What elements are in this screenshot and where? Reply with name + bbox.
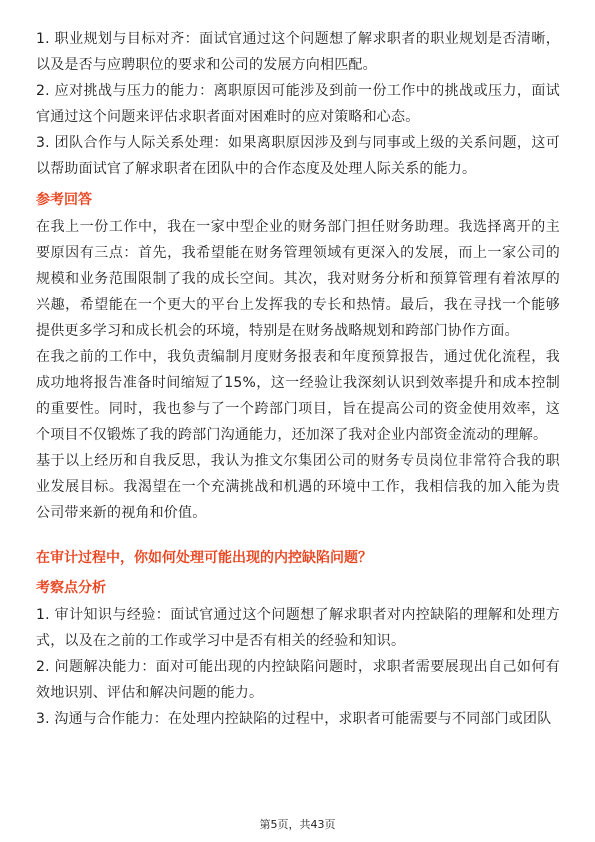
page-number-footer: 第5页，共43页 — [259, 818, 336, 831]
list-item: 3. 团队合作与人际关系处理：如果离职原因涉及到与同事或上级的关系问题，这可以帮助面试官了解求职者在团队中的合作态度及处理人际关系的能力。 — [36, 135, 560, 177]
list-item: 3. 沟通与合作能力：在处理内控缺陷的过程中，求职者可能需要与不同部门或团队 — [36, 711, 552, 727]
question-title: 在审计过程中，你如何处理可能出现的内控缺陷问题？ — [36, 550, 372, 566]
reference-answer-heading: 参考回答 — [36, 192, 92, 208]
reference-answer-body — [36, 214, 560, 526]
list-item: 2. 问题解决能力：面对可能出现的内控缺陷问题时，求职者需要展现出自己如何有效地识别、评估和解决问题的能力。 — [36, 659, 560, 701]
answer-paragraph: 在我上一份工作中，我在一家中型企业的财务部门担任财务助理。我选择离开的主要原因有三点：首先，我希望能在财务管理领域有更深入的发展，而上一家公司的规模和业务范围限制了我的成长空间。其次，我对财务分析和预算管理有着浓厚的兴趣，希望能在一个更大的平台上发挥我的专长和热情。最后，我在寻找一个能够提供更多学习和成长机会的环境，特别是在财务战略规划和跨部门协作方面。 — [36, 219, 560, 339]
answer-paragraph: 基于以上经历和自我反思，我认为推文尔集团公司的财务专员岗位非常符合我的职业发展目标。我渴望在一个充满挑战和机遇的环境中工作，我相信我的加入能为贵公司带来新的视角和价值。 — [36, 453, 560, 521]
section1-list — [36, 26, 560, 182]
answer-paragraph: 在我之前的工作中，我负责编制月度财务报表和年度预算报告，通过优化流程，我成功地将报告准备时间缩短了15%，这一经验让我深刻认识到效率提升和成本控制的重要性。同时，我也参与了一个跨部门项目，旨在提高公司的资金使用效率，这个项目不仅锻炼了我的跨部门沟通能力，还加深了我对企业内部资金流动的理解。 — [36, 349, 560, 443]
page-content — [36, 26, 560, 732]
section2-list — [36, 602, 560, 732]
list-item: 2. 应对挑战与压力的能力：离职原因可能涉及到前一份工作中的挑战或压力，面试官通过这个问题来评估求职者面对困难时的应对策略和心态。 — [36, 83, 560, 125]
list-item: 1. 审计知识与经验：面试官通过这个问题想了解求职者对内控缺陷的理解和处理方式，以及在之前的工作或学习中是否有相关的经验和知识。 — [36, 607, 560, 649]
list-item: 1. 职业规划与目标对齐：面试官通过这个问题想了解求职者的职业规划是否清晰，以及是否与应聘职位的要求和公司的发展方向相匹配。 — [36, 31, 560, 73]
analysis-heading: 考察点分析 — [36, 580, 106, 596]
